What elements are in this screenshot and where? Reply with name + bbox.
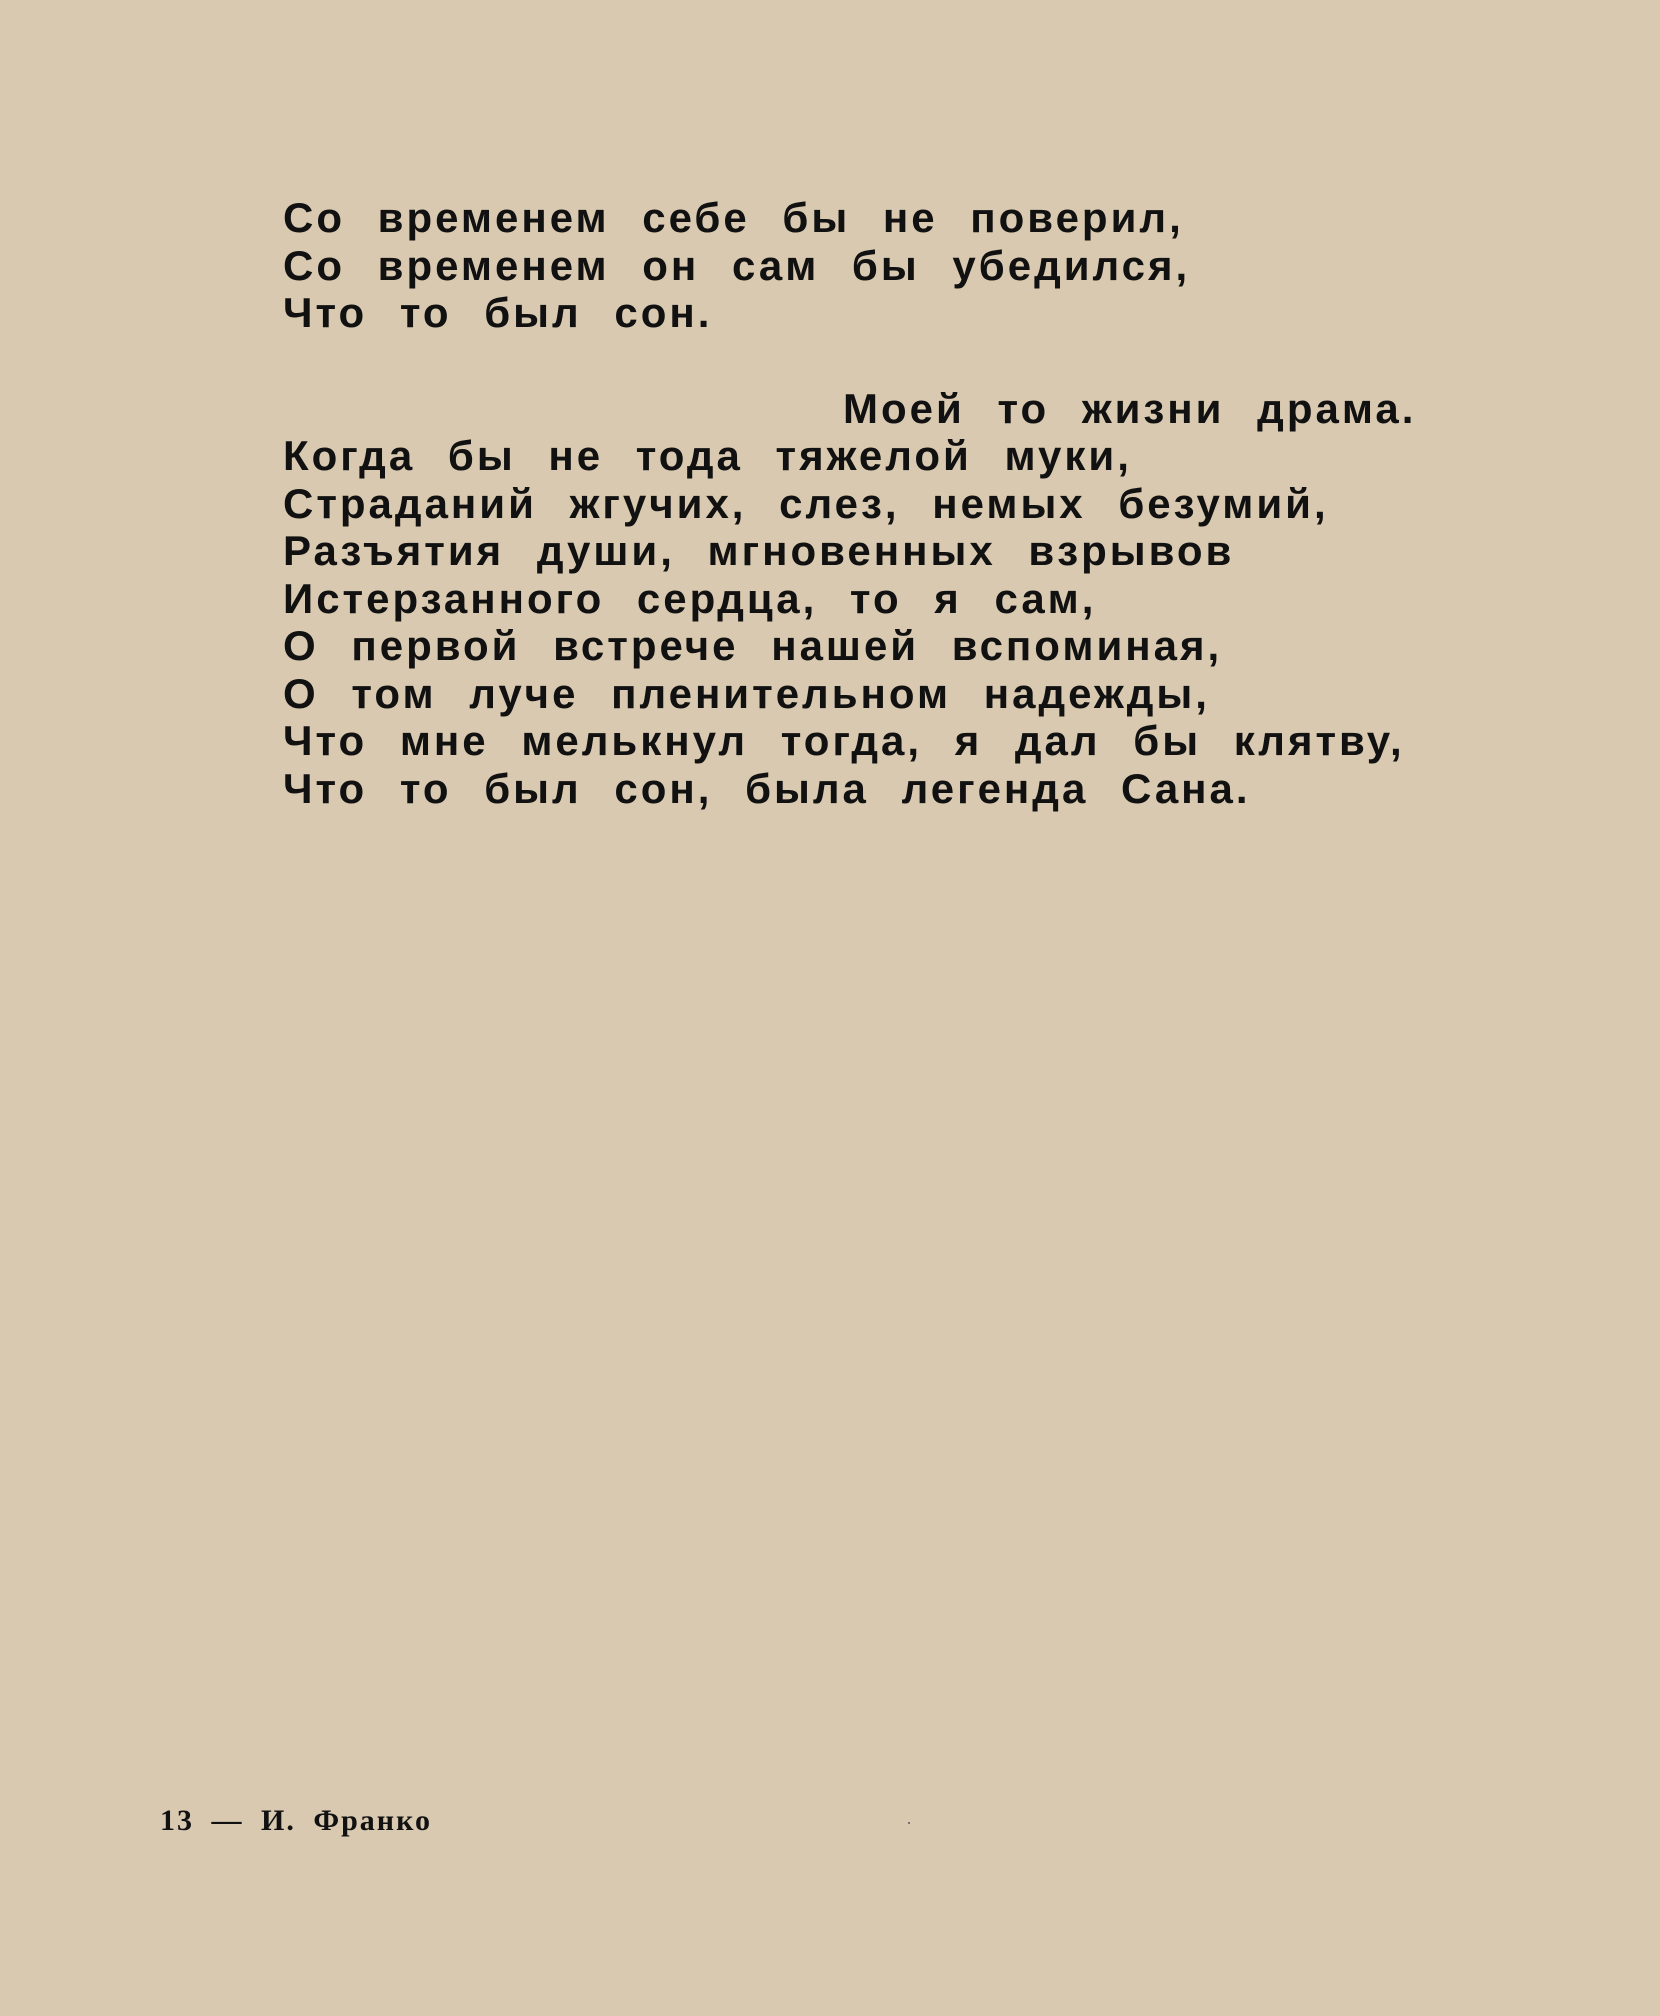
poem-line: Разъятия души, мгновенных взрывов [283,527,1235,574]
poem-line: Что то был сон, была легенда Сана. [283,764,1251,812]
page-signature: 13 — И. Франко [160,1804,432,1837]
print-speck [908,1822,910,1824]
poem-line: О том луче пленительном надежды, [283,669,1210,717]
poem-line-indented: Моей то жизни драма. [843,384,1417,432]
poem-text [283,194,1483,812]
poem-line: Страданий жгучих, слез, немых безумий, [283,479,1329,527]
poem-line: Истерзанного сердца, то я сам, [283,574,1097,622]
poem-line: О первой встрече нашей вспоминая, [283,622,1223,669]
poem-line: Что мне мелькнул тогда, я дал бы клятву, [283,717,1405,764]
poem-line: Когда бы не тода тяжелой муки, [283,432,1132,479]
poem-line: Со временем себе бы не поверил, [283,194,1184,241]
poem-line: Со временем он сам бы убедился, [283,241,1191,289]
poem-line: Что то был сон. [283,289,713,336]
stanza-gap [283,337,1483,385]
